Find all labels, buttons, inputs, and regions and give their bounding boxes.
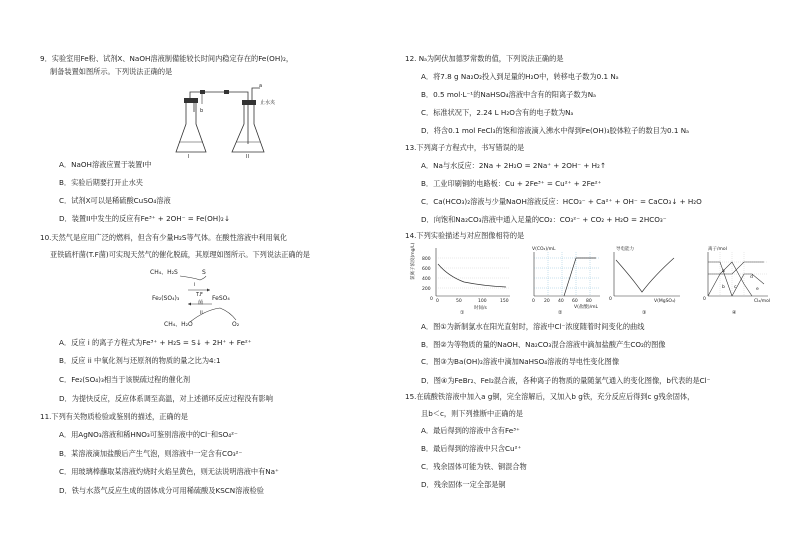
g2-ylabel: V(CO₂)/mL bbox=[532, 247, 556, 252]
g4-curve-label: b bbox=[722, 285, 725, 290]
g3-origin: 0 bbox=[609, 297, 612, 302]
g1-ylabel: 氯离子浓度(mg/L) bbox=[411, 242, 416, 280]
label-clamp: 止水夹 bbox=[260, 100, 276, 106]
g3-xlabel: V(MgSO₄) bbox=[654, 299, 676, 304]
q13-stem: 13.下列离子方程式中，书写错误的是 bbox=[405, 143, 525, 152]
g4-curve-label: a bbox=[722, 269, 725, 274]
q15-stem-line1: 15.在硫酸铁溶液中加入a g铜，完全溶解后，又加入b g铁，充分反应后得到c g残余固体， bbox=[405, 392, 695, 401]
q10-stem-line1: 10.天然气是应用广泛的燃料，但含有少量H₂S等气体。在酸性溶液中利用氧化 bbox=[40, 233, 288, 242]
g1-xtick: 0 bbox=[436, 299, 439, 304]
g4-curve-label: d bbox=[750, 275, 753, 280]
q15-option-c: C．残余固体可能为铁、铜混合物 bbox=[421, 462, 527, 471]
q10-option-d: D．为提快反应，反应体系调至高温，对上述循环反应过程没有影响 bbox=[59, 394, 273, 403]
q9-option-b: B．实验后期要打开止水夹 bbox=[59, 178, 143, 187]
label-fe2so43: Fe₂(SO₄)₃ bbox=[152, 295, 180, 302]
q9-stem-line1: 9．实验室用Fe粉、试剂X、NaOH溶液制備能较长时间内稳定存在的Fe(OH)₂， bbox=[40, 54, 294, 63]
g3-curve bbox=[616, 258, 674, 292]
g4-number: ④ bbox=[732, 310, 737, 316]
q9-option-c: C．试剂X可以是稀硫酸CuSO₄溶液 bbox=[59, 196, 171, 205]
g4-ylabel: 离子/mol bbox=[708, 247, 727, 252]
q10-stem-line2: 亚铁硫杆菌(T.F菌)可实现天然气的催化脱硫，其原理如图所示。下列说法正确的是 bbox=[50, 250, 310, 259]
g3-ylabel: 导电能力 bbox=[616, 247, 634, 252]
g1-xtick: 50 bbox=[456, 299, 462, 304]
q11-option-b: B．某溶液滴加盐酸后产生气泡，则溶液中一定含有CO₃²⁻ bbox=[59, 449, 243, 458]
q12-option-c: C．标准状况下，2.24 L H₂O含有的电子数为Nₐ bbox=[421, 108, 574, 117]
q12-stem: 12. Nₐ为阿伏加德罗常数的值，下列说法正确的是 bbox=[405, 54, 564, 63]
q14-option-c: C．图③为Ba(OH)₂溶液中滴加NaHSO₄溶液的导电性变化图像 bbox=[421, 357, 620, 366]
q13-option-c: C．Ca(HCO₃)₂溶液与少量NaOH溶液反应：HCO₃⁻ + Ca²⁺ + OH⁻ = CaCO₃↓ + H₂O bbox=[421, 197, 702, 206]
q15-stem-line2: 且b＜c，则下列推断中正确的是 bbox=[421, 409, 523, 418]
q14-option-a: A．图①为新制氯水在阳光直射时，溶液中Cl⁻浓度随着时间变化的曲线 bbox=[421, 322, 645, 331]
q10-option-a: A．反应 i 的离子方程式为Fe³⁺ + H₂S = S↓ + 2H⁺ + Fe²⁺ bbox=[59, 338, 252, 347]
g1-number: ① bbox=[460, 310, 465, 316]
label-II: II bbox=[246, 154, 249, 160]
g2-xlabel: V(盐酸)/mL bbox=[574, 305, 598, 310]
g1-curve bbox=[438, 264, 506, 287]
q14-graph-1 bbox=[411, 242, 514, 316]
q9-stem-line2: 制备装置如图所示。下列说法正确的是 bbox=[50, 67, 173, 76]
label-tf: T.F bbox=[196, 292, 203, 298]
g4-curve-label: e bbox=[756, 287, 759, 292]
g2-number: ② bbox=[558, 310, 563, 316]
q12-option-b: B．0.5 mol·L⁻¹的NaHSO₄溶液中含有的阳离子数为Nₐ bbox=[421, 90, 596, 99]
q14-graph-2 bbox=[524, 244, 604, 314]
q14-option-d: D．图④为FeBr₂、FeI₂混合液，各种离子的物质的量随氯气通入的变化图像，b代表的是Cl⁻ bbox=[421, 376, 711, 385]
q13-option-b: B．工业印刷铜的电路板：Cu + 2Fe³⁺ = Cu²⁺ + 2Fe²⁺ bbox=[421, 179, 602, 188]
q15-option-a: A．最后得到的溶液中含有Fe³⁺ bbox=[421, 426, 520, 435]
q14-graph-3 bbox=[606, 244, 682, 314]
q14-option-b: B．图②为等物质的量的NaOH、Na₂CO₃混合溶液中滴加盐酸产生CO₂的图像 bbox=[421, 340, 666, 349]
q9-apparatus-figure bbox=[168, 82, 278, 158]
g1-ytick: 600 bbox=[422, 267, 431, 272]
g1-xtick: 150 bbox=[500, 299, 509, 304]
g4-curve-label: c bbox=[734, 285, 737, 290]
label-a: a bbox=[259, 83, 263, 89]
g1-xtick: 100 bbox=[478, 299, 487, 304]
g2-curve bbox=[564, 258, 596, 296]
q12-option-d: D．将含0.1 mol FeCl₃的饱和溶液滴入沸水中得到Fe(OH)₃胶体粒子的数目为0.1 Nₐ bbox=[421, 126, 689, 135]
g1-ytick: 0 bbox=[430, 297, 433, 302]
g1-ytick: 200 bbox=[422, 287, 431, 292]
g4-origin: 0 bbox=[703, 297, 706, 302]
g2-xtick: 80 bbox=[586, 299, 592, 304]
g2-xtick: 40 bbox=[558, 299, 564, 304]
label-jun: 菌 bbox=[198, 300, 204, 306]
label-feso4: FeSO₄ bbox=[212, 295, 230, 302]
q11-option-d: D．铁与水蒸气反应生成的固体成分可用稀硫酸及KSCN溶液检验 bbox=[59, 486, 264, 495]
q14-graph-4 bbox=[694, 244, 774, 314]
label-o2: O₂ bbox=[232, 321, 240, 328]
label-ch4-h2o: CH₄、H₂O bbox=[164, 321, 193, 328]
label-s: S bbox=[202, 269, 206, 276]
q11-option-a: A．用AgNO₃溶液和稀HNO₃可鉴别溶液中的Cl⁻和SO₄²⁻ bbox=[59, 430, 238, 439]
g2-xtick: 60 bbox=[572, 299, 578, 304]
q10-option-b: B．反应 ii 中氧化剂与还原剂的物质的量之比为4:1 bbox=[59, 356, 221, 365]
label-i: i bbox=[194, 282, 196, 288]
q15-option-d: D．残余固体一定全部是铜 bbox=[421, 480, 506, 489]
q9-option-a: A．NaOH溶液应置于装置I中 bbox=[59, 160, 152, 169]
q13-option-a: A．Na与水反应：2Na + 2H₂O = 2Na⁺ + 2OH⁻ + H₂↑ bbox=[421, 161, 606, 170]
label-b: b bbox=[200, 108, 204, 114]
q15-option-b: B．最后得到的溶液中只含Cu²⁺ bbox=[421, 444, 522, 453]
q14-stem: 14.下列实验描述与对应图像相符的是 bbox=[405, 231, 525, 240]
label-ii: ii bbox=[200, 310, 203, 316]
label-ch4-h2s: CH₄、H₂S bbox=[150, 269, 178, 276]
g4-xlabel: Cl₂/mol bbox=[754, 299, 771, 304]
g2-xtick: 0 bbox=[532, 299, 535, 304]
q10-cycle-figure bbox=[150, 266, 260, 330]
q9-option-d: D．装置II中发生的反应有Fe³⁺ + 2OH⁻ = Fe(OH)₂↓ bbox=[59, 214, 230, 223]
g1-ytick: 800 bbox=[422, 257, 431, 262]
g2-xtick: 20 bbox=[544, 299, 550, 304]
label-I: I bbox=[188, 154, 190, 160]
q12-option-a: A．将7.8 g Na₂O₂投入到足量的H₂O中，转移电子数为0.1 Nₐ bbox=[421, 72, 619, 81]
q13-option-d: D．向饱和Na₂CO₃溶液中通入足量的CO₂：CO₃²⁻ + CO₂ + H₂O = 2HCO₃⁻ bbox=[421, 215, 667, 224]
g1-xlabel: 时间/s bbox=[474, 306, 487, 311]
g1-ytick: 400 bbox=[422, 277, 431, 282]
g3-number: ③ bbox=[642, 310, 647, 316]
q11-option-c: C．用玻璃棒蘸取某溶液灼烧时火焰呈黄色，则无法说明溶液中有Na⁺ bbox=[59, 467, 279, 476]
q11-stem: 11.下列有关物质检验或鉴别的描述，正确的是 bbox=[40, 412, 188, 421]
q10-option-c: C．Fe₂(SO₄)₃相当于该脱硫过程的催化剂 bbox=[59, 375, 191, 384]
